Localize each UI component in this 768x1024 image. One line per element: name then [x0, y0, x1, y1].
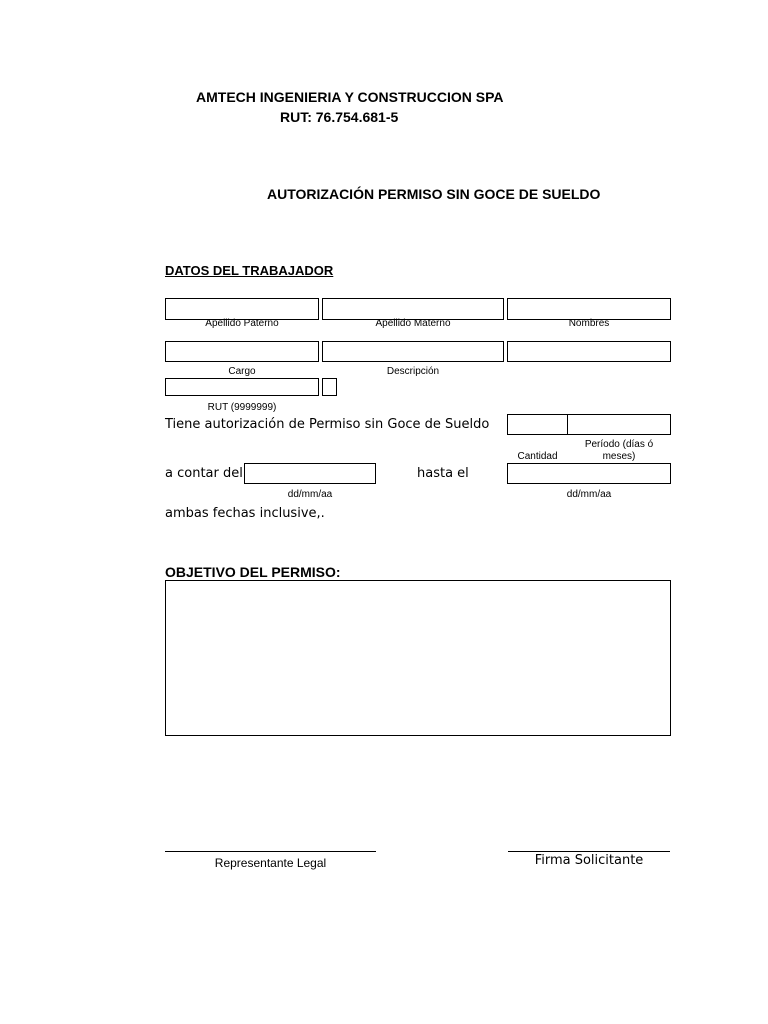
legal-rep-label: Representante Legal: [214, 856, 327, 870]
cantidad-field[interactable]: [507, 414, 568, 435]
company-name: AMTECH INGENIERIA Y CONSTRUCCION SPA: [196, 89, 504, 105]
rut-label: RUT (9999999): [207, 402, 277, 413]
to-date-format: dd/mm/aa: [566, 489, 612, 500]
apellido-paterno-label: Apellido Paterno: [205, 318, 279, 329]
applicant-signature-line: [508, 851, 670, 852]
cargo-label: Cargo: [228, 366, 256, 377]
descripcion-field[interactable]: [322, 341, 504, 362]
cargo-field[interactable]: [165, 341, 319, 362]
nombres-label: Nombres: [568, 318, 610, 329]
permission-statement: Tiene autorización de Permiso sin Goce de Sueldo: [165, 417, 490, 432]
extra-field[interactable]: [507, 341, 671, 362]
periodo-label-line1: Período (días ó: [584, 439, 654, 450]
from-date-field[interactable]: [244, 463, 376, 484]
periodo-label-line2: meses): [602, 451, 636, 462]
periodo-field[interactable]: [567, 414, 671, 435]
company-rut: RUT: 76.754.681-5: [280, 109, 399, 125]
applicant-label: Firma Solicitante: [534, 853, 644, 868]
legal-rep-signature-line: [165, 851, 376, 852]
descripcion-label: Descripción: [386, 366, 440, 377]
worker-section-heading: DATOS DEL TRABAJADOR: [165, 263, 334, 278]
rut-dv-field[interactable]: [322, 378, 337, 396]
objective-heading: OBJETIVO DEL PERMISO:: [165, 564, 341, 580]
from-label: a contar del: [165, 466, 243, 481]
inclusive-note: ambas fechas inclusive,.: [165, 506, 325, 521]
to-label: hasta el: [417, 466, 469, 481]
cantidad-label: Cantidad: [517, 451, 558, 462]
to-date-field[interactable]: [507, 463, 671, 484]
apellido-materno-label: Apellido Materno: [375, 318, 451, 329]
rut-field[interactable]: [165, 378, 319, 396]
document-title: AUTORIZACIÓN PERMISO SIN GOCE DE SUELDO: [267, 186, 601, 202]
nombres-field[interactable]: [507, 298, 671, 320]
objective-textarea[interactable]: [165, 580, 671, 736]
apellido-paterno-field[interactable]: [165, 298, 319, 320]
apellido-materno-field[interactable]: [322, 298, 504, 320]
from-date-format: dd/mm/aa: [287, 489, 333, 500]
